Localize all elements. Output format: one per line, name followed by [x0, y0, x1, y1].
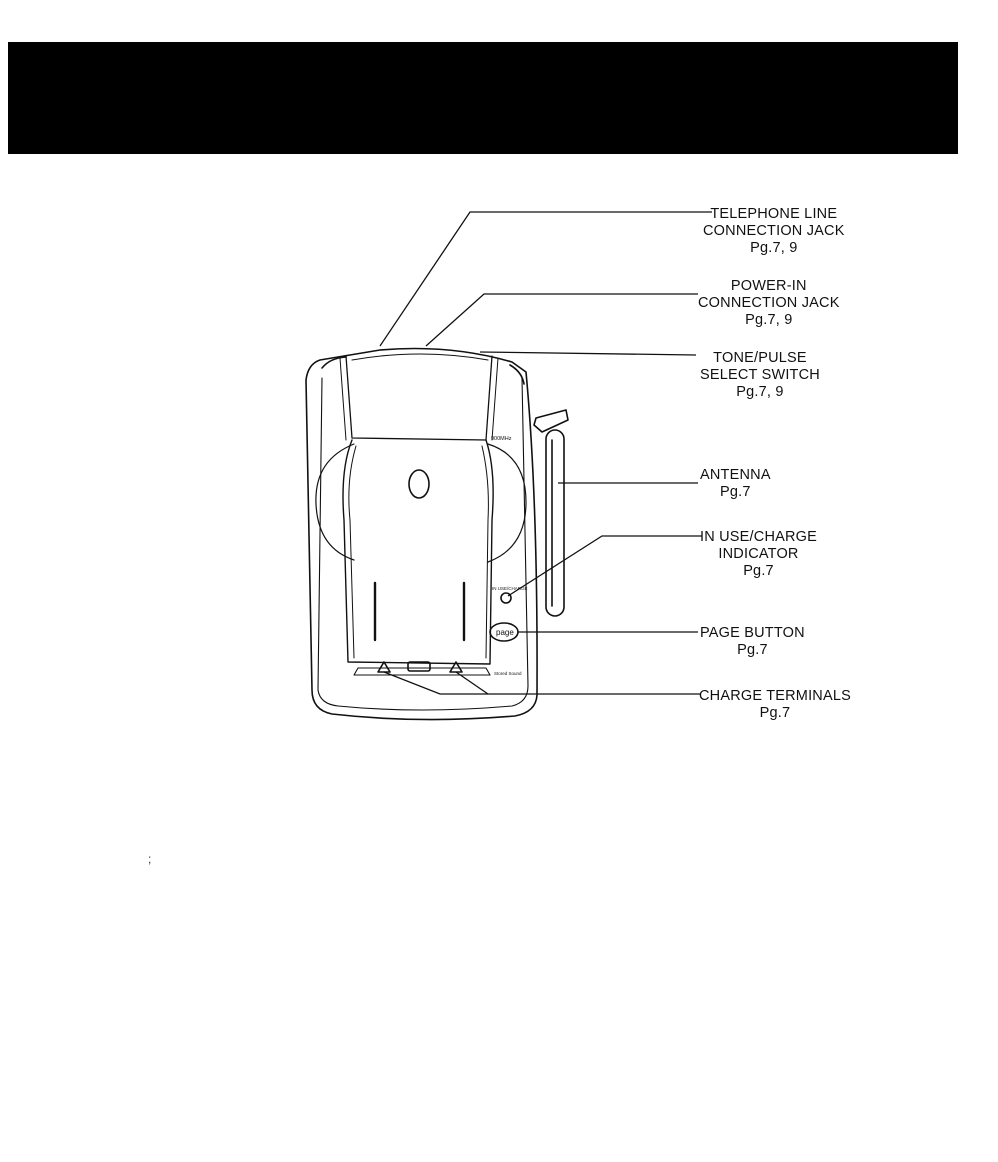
- callout-line: CONNECTION JACK: [703, 223, 845, 239]
- callout-antenna: [700, 467, 771, 501]
- callout-line: TONE/PULSE: [713, 350, 807, 366]
- callout-telephone-line-jack: [703, 206, 845, 257]
- callout-page-button: [700, 625, 805, 659]
- callout-page-ref: Pg.7: [759, 705, 791, 721]
- page-button-label: page: [496, 628, 514, 637]
- callout-line: SELECT SWITCH: [700, 367, 820, 383]
- brand-label: Stored Sound: [494, 671, 522, 676]
- leader-telephone-line: [380, 212, 712, 346]
- band-label: 900MHz: [491, 436, 512, 442]
- callout-charge-terminals: [699, 688, 851, 722]
- leader-power-in: [426, 294, 698, 346]
- callout-line: CONNECTION JACK: [698, 295, 840, 311]
- antenna-part: [534, 410, 568, 616]
- callout-page-ref: Pg.7, 9: [745, 312, 793, 328]
- callout-line: ANTENNA: [700, 467, 771, 483]
- callout-page-ref: Pg.7, 9: [750, 240, 798, 256]
- callout-power-in-jack: [698, 278, 840, 329]
- callout-tone-pulse-switch: [700, 350, 820, 401]
- callout-page-ref: Pg.7: [720, 484, 751, 500]
- callout-line: POWER-IN: [730, 278, 807, 294]
- callout-page-ref: Pg.7: [737, 642, 768, 658]
- callout-line: TELEPHONE LINE: [710, 206, 838, 222]
- callout-page-ref: Pg.7: [743, 563, 774, 579]
- stray-mark: ;: [148, 852, 152, 866]
- callout-page-ref: Pg.7, 9: [736, 384, 784, 400]
- base-body-outline: [306, 349, 537, 720]
- indicator-label: IN USE/CHARGE: [492, 586, 528, 591]
- callout-line: INDICATOR: [718, 546, 799, 562]
- callout-in-use-charge-indicator: [700, 529, 817, 580]
- callout-line: IN USE/CHARGE: [700, 529, 818, 545]
- callout-line: PAGE BUTTON: [700, 625, 805, 641]
- leader-tone-pulse: [480, 352, 696, 355]
- callout-line: CHARGE TERMINALS: [699, 688, 851, 704]
